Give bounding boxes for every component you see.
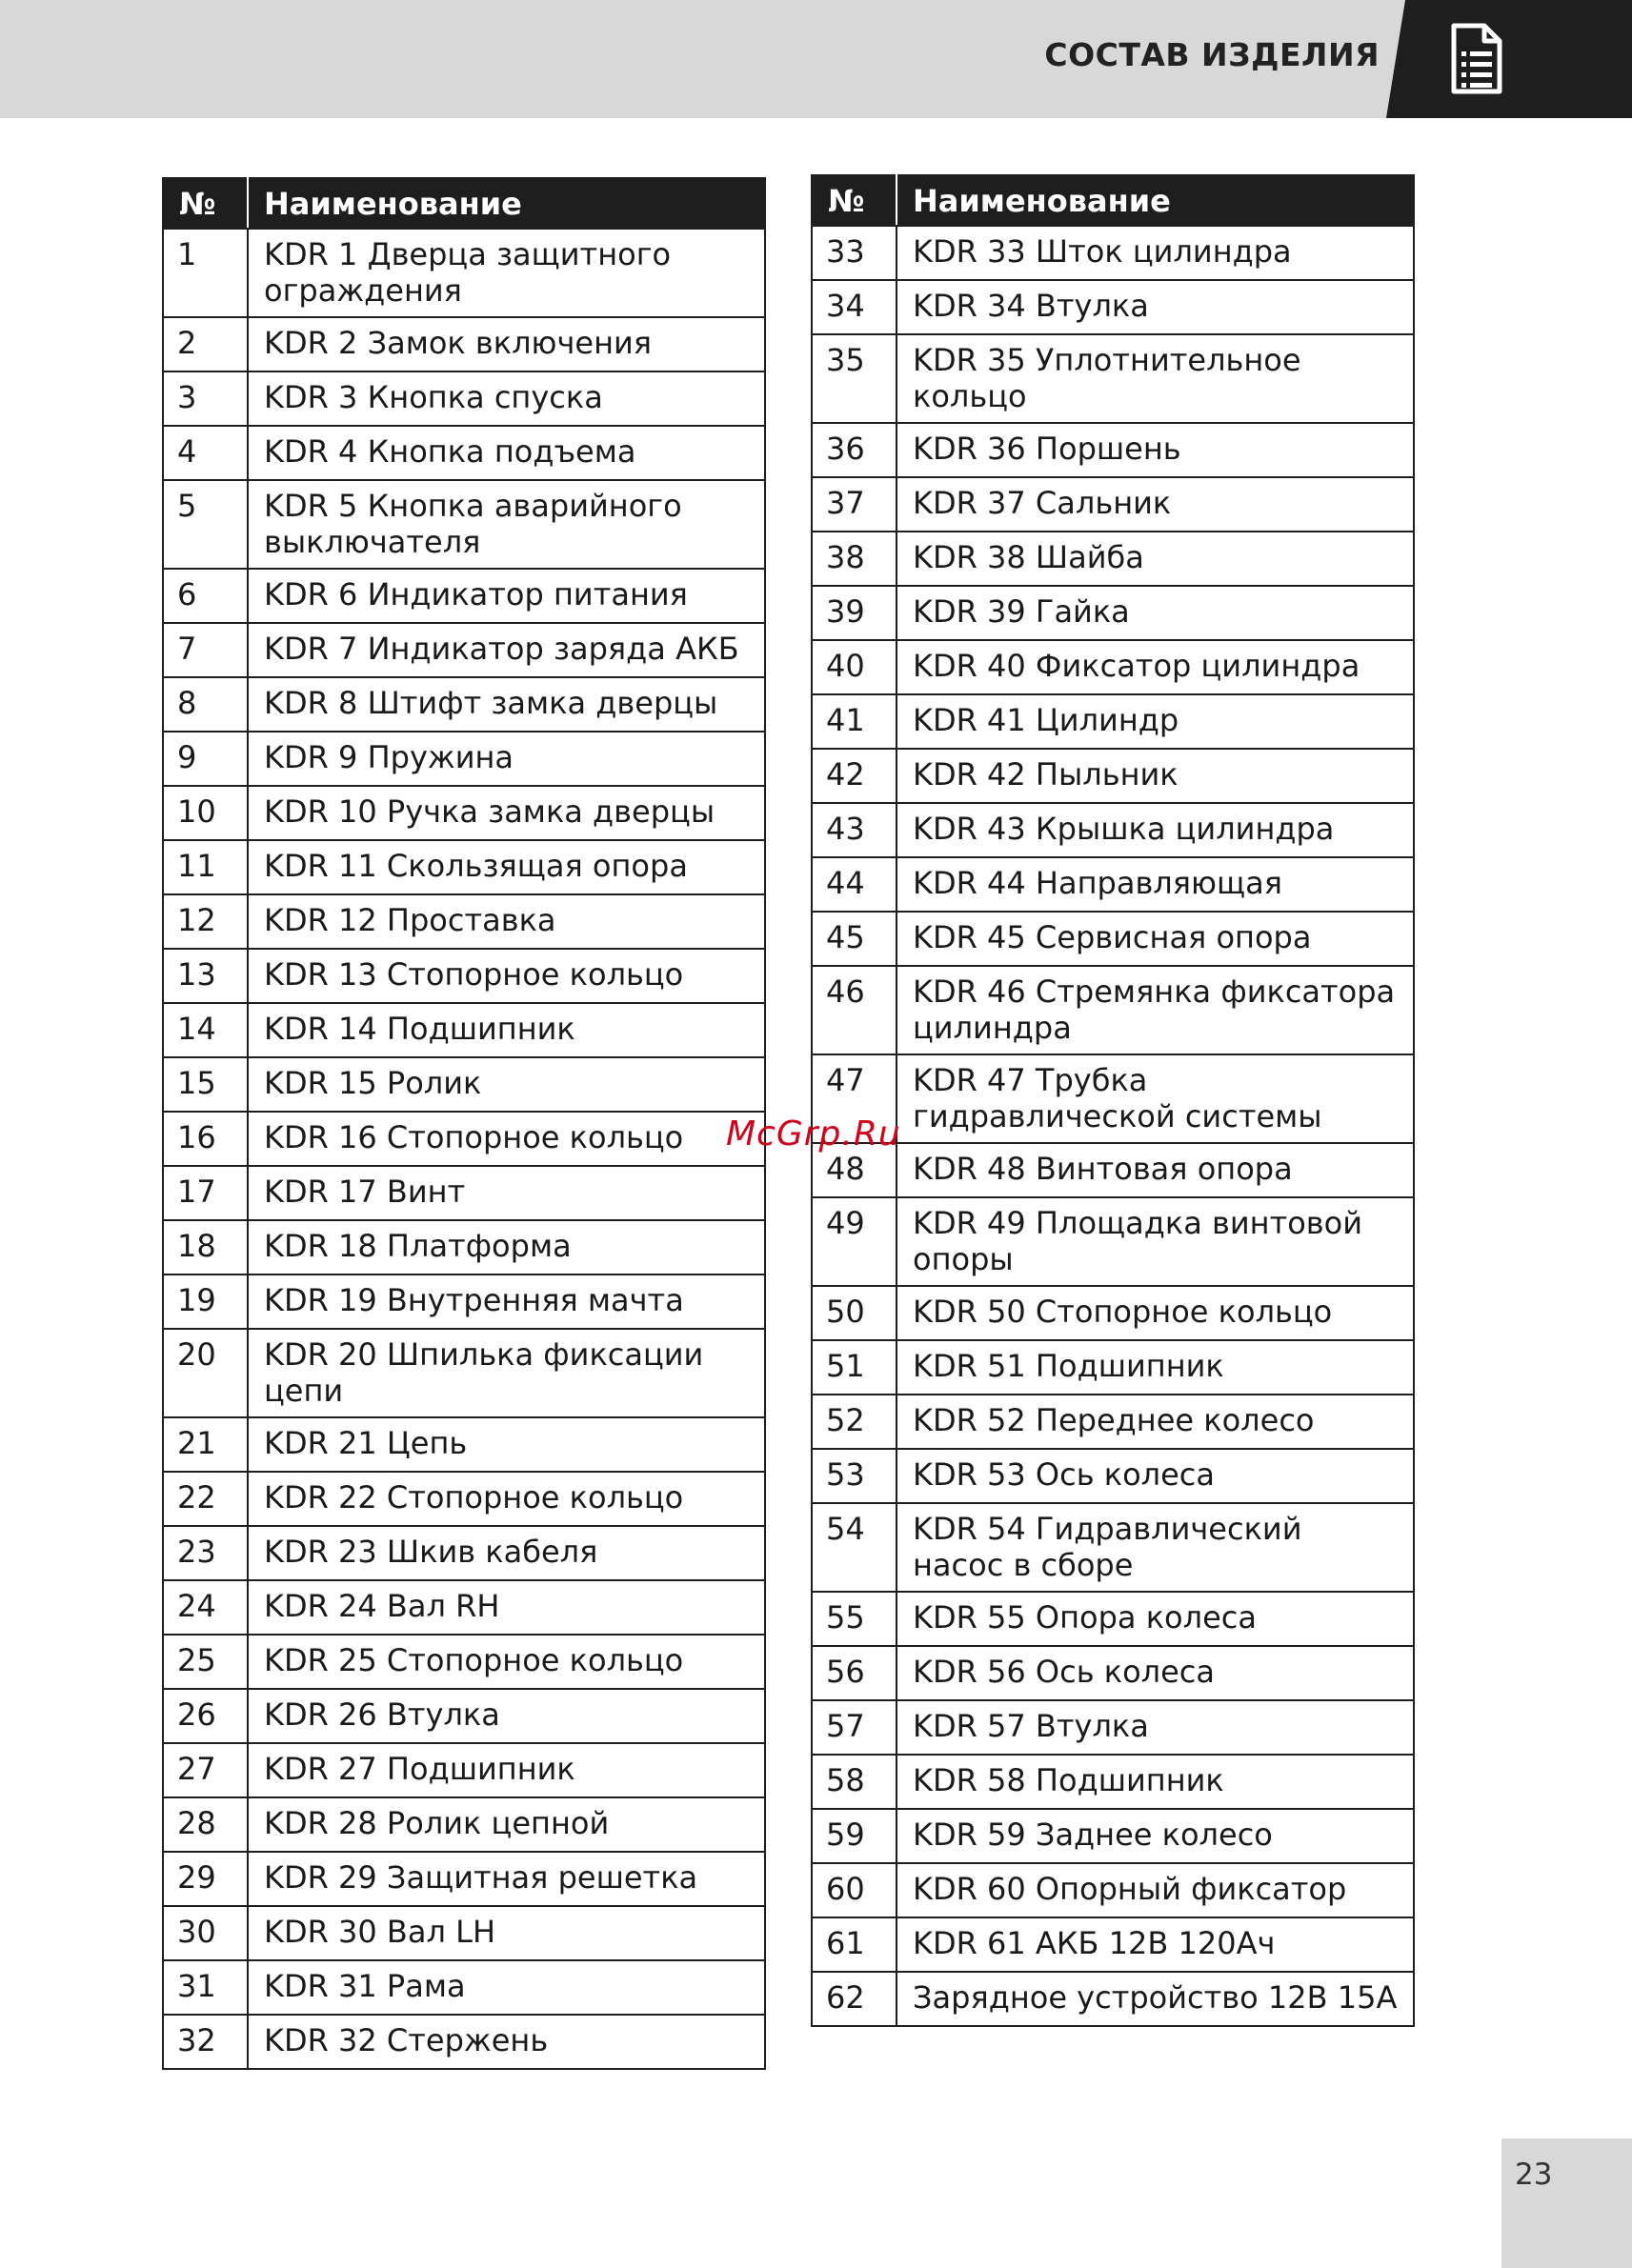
table-row	[163, 1689, 765, 1743]
part-number-cell: 51	[812, 1340, 897, 1395]
part-name-cell: KDR 29 Защитная решетка	[248, 1852, 765, 1906]
part-name-cell: KDR 1 Дверца защитного ограждения	[248, 229, 765, 317]
column-header-name: Наименование	[897, 175, 1414, 226]
section-title: СОСТАВ ИЗДЕЛИЯ	[1044, 36, 1380, 73]
part-name-cell: KDR 14 Подшипник	[248, 1003, 765, 1057]
table-row	[812, 1054, 1414, 1143]
part-number-cell: 43	[812, 803, 897, 857]
table-header-row	[163, 178, 765, 229]
part-name-cell: KDR 58 Подшипник	[897, 1755, 1414, 1809]
part-name-cell: KDR 19 Внутренняя мачта	[248, 1274, 765, 1329]
part-name-cell: KDR 24 Вал RH	[248, 1580, 765, 1635]
part-number-cell: 50	[812, 1286, 897, 1340]
part-name-cell: KDR 16 Стопорное кольцо	[248, 1112, 765, 1166]
part-name-cell: KDR 13 Стопорное кольцо	[248, 949, 765, 1003]
table-row	[812, 912, 1414, 966]
part-name-cell: KDR 44 Направляющая	[897, 857, 1414, 912]
part-name-cell: KDR 47 Трубка гидравлической системы	[897, 1054, 1414, 1143]
part-number-cell: 32	[163, 2015, 248, 2069]
part-number-cell: 22	[163, 1472, 248, 1526]
part-number-cell: 62	[812, 1972, 897, 2026]
part-number-cell: 56	[812, 1646, 897, 1700]
part-name-cell: KDR 26 Втулка	[248, 1689, 765, 1743]
part-number-cell: 54	[812, 1503, 897, 1592]
part-number-cell: 59	[812, 1809, 897, 1863]
table-row	[163, 2015, 765, 2069]
part-name-cell: KDR 7 Индикатор заряда АКБ	[248, 623, 765, 677]
part-number-cell: 20	[163, 1329, 248, 1417]
table-row	[163, 1743, 765, 1797]
table-row	[163, 949, 765, 1003]
table-row	[812, 1143, 1414, 1197]
part-number-cell: 9	[163, 732, 248, 786]
part-name-cell: KDR 11 Скользящая опора	[248, 840, 765, 894]
table-row	[163, 1112, 765, 1166]
part-name-cell: KDR 60 Опорный фиксатор	[897, 1863, 1414, 1917]
part-number-cell: 52	[812, 1395, 897, 1449]
part-name-cell: KDR 18 Платформа	[248, 1220, 765, 1274]
part-name-cell: KDR 59 Заднее колесо	[897, 1809, 1414, 1863]
part-number-cell: 35	[812, 334, 897, 423]
part-name-cell: KDR 15 Ролик	[248, 1057, 765, 1112]
part-number-cell: 29	[163, 1852, 248, 1906]
part-number-cell: 55	[812, 1592, 897, 1646]
part-name-cell: KDR 31 Рама	[248, 1960, 765, 2015]
part-number-cell: 7	[163, 623, 248, 677]
table-row	[812, 423, 1414, 477]
part-number-cell: 10	[163, 786, 248, 840]
part-number-cell: 30	[163, 1906, 248, 1960]
table-row	[812, 1340, 1414, 1395]
table-header-row	[812, 175, 1414, 226]
part-name-cell: KDR 40 Фиксатор цилиндра	[897, 640, 1414, 694]
part-number-cell: 19	[163, 1274, 248, 1329]
part-name-cell: KDR 37 Сальник	[897, 477, 1414, 532]
table-row	[812, 694, 1414, 749]
table-row	[163, 1057, 765, 1112]
part-name-cell: KDR 49 Площадка винтовой опоры	[897, 1197, 1414, 1286]
parts-rows-right	[812, 226, 1414, 2026]
part-number-cell: 46	[812, 966, 897, 1054]
table-row	[163, 229, 765, 317]
table-row	[812, 586, 1414, 640]
table-row	[163, 1852, 765, 1906]
part-name-cell: KDR 6 Индикатор питания	[248, 569, 765, 623]
table-row	[812, 532, 1414, 586]
table-row	[163, 1472, 765, 1526]
part-number-cell: 42	[812, 749, 897, 803]
part-name-cell: KDR 10 Ручка замка дверцы	[248, 786, 765, 840]
page-header-bar	[0, 0, 1632, 118]
table-row	[163, 732, 765, 786]
part-number-cell: 1	[163, 229, 248, 317]
part-name-cell: KDR 8 Штифт замка дверцы	[248, 677, 765, 732]
part-number-cell: 8	[163, 677, 248, 732]
part-number-cell: 49	[812, 1197, 897, 1286]
table-row	[812, 1646, 1414, 1700]
table-row	[163, 1635, 765, 1689]
part-number-cell: 6	[163, 569, 248, 623]
part-name-cell: KDR 42 Пыльник	[897, 749, 1414, 803]
part-number-cell: 18	[163, 1220, 248, 1274]
part-number-cell: 16	[163, 1112, 248, 1166]
page-number-box	[1501, 2138, 1632, 2268]
part-name-cell: KDR 46 Стремянка фиксатора цилиндра	[897, 966, 1414, 1054]
part-number-cell: 11	[163, 840, 248, 894]
part-number-cell: 36	[812, 423, 897, 477]
part-name-cell: KDR 36 Поршень	[897, 423, 1414, 477]
part-name-cell: KDR 43 Крышка цилиндра	[897, 803, 1414, 857]
table-row	[163, 1580, 765, 1635]
part-name-cell: KDR 57 Втулка	[897, 1700, 1414, 1755]
part-name-cell: KDR 35 Уплотнительное кольцо	[897, 334, 1414, 423]
part-name-cell: KDR 48 Винтовая опора	[897, 1143, 1414, 1197]
part-number-cell: 12	[163, 894, 248, 949]
table-row	[812, 1700, 1414, 1755]
part-name-cell: KDR 41 Цилиндр	[897, 694, 1414, 749]
table-row	[163, 677, 765, 732]
part-name-cell: KDR 2 Замок включения	[248, 317, 765, 371]
part-name-cell: KDR 53 Ось колеса	[897, 1449, 1414, 1503]
part-number-cell: 38	[812, 532, 897, 586]
column-header-number: №	[163, 178, 248, 229]
watermark-text: McGrp.Ru	[726, 1114, 901, 1154]
part-number-cell: 57	[812, 1700, 897, 1755]
table-row	[812, 1917, 1414, 1972]
part-name-cell: Зарядное устройство 12В 15А	[897, 1972, 1414, 2026]
table-row	[812, 477, 1414, 532]
table-row	[163, 1003, 765, 1057]
table-row	[163, 426, 765, 480]
part-number-cell: 24	[163, 1580, 248, 1635]
table-row	[163, 1797, 765, 1852]
table-row	[163, 1329, 765, 1417]
part-number-cell: 48	[812, 1143, 897, 1197]
part-number-cell: 45	[812, 912, 897, 966]
table-row	[163, 840, 765, 894]
table-row	[812, 226, 1414, 280]
table-row	[812, 1395, 1414, 1449]
parts-table-right	[811, 174, 1415, 2027]
part-name-cell: KDR 12 Проставка	[248, 894, 765, 949]
part-name-cell: KDR 38 Шайба	[897, 532, 1414, 586]
table-row	[812, 334, 1414, 423]
table-row	[812, 1286, 1414, 1340]
part-name-cell: KDR 33 Шток цилиндра	[897, 226, 1414, 280]
part-name-cell: KDR 39 Гайка	[897, 586, 1414, 640]
table-row	[812, 803, 1414, 857]
table-row	[812, 966, 1414, 1054]
part-number-cell: 28	[163, 1797, 248, 1852]
part-number-cell: 61	[812, 1917, 897, 1972]
part-number-cell: 27	[163, 1743, 248, 1797]
part-name-cell: KDR 30 Вал LH	[248, 1906, 765, 1960]
part-name-cell: KDR 51 Подшипник	[897, 1340, 1414, 1395]
table-row	[812, 1449, 1414, 1503]
column-header-number: №	[812, 175, 897, 226]
parts-table-left	[162, 177, 766, 2070]
column-header-name: Наименование	[248, 178, 765, 229]
table-row	[812, 1592, 1414, 1646]
part-name-cell: KDR 23 Шкив кабеля	[248, 1526, 765, 1580]
part-number-cell: 37	[812, 477, 897, 532]
document-list-icon	[1450, 23, 1503, 95]
part-number-cell: 53	[812, 1449, 897, 1503]
table-row	[163, 894, 765, 949]
table-row	[163, 1906, 765, 1960]
part-name-cell: KDR 4 Кнопка подъема	[248, 426, 765, 480]
part-number-cell: 25	[163, 1635, 248, 1689]
parts-rows-left	[163, 229, 765, 2069]
part-number-cell: 31	[163, 1960, 248, 2015]
part-number-cell: 21	[163, 1417, 248, 1472]
part-name-cell: KDR 32 Стержень	[248, 2015, 765, 2069]
part-number-cell: 40	[812, 640, 897, 694]
table-row	[812, 1503, 1414, 1592]
part-name-cell: KDR 20 Шпилька фиксации цепи	[248, 1329, 765, 1417]
part-number-cell: 2	[163, 317, 248, 371]
header-icon-block	[1386, 0, 1632, 118]
part-number-cell: 5	[163, 480, 248, 569]
table-row	[163, 317, 765, 371]
part-number-cell: 47	[812, 1054, 897, 1143]
part-number-cell: 3	[163, 371, 248, 426]
part-name-cell: KDR 54 Гидравлический насос в сборе	[897, 1503, 1414, 1592]
table-row	[163, 1220, 765, 1274]
table-row	[163, 1417, 765, 1472]
table-row	[163, 623, 765, 677]
table-row	[163, 1526, 765, 1580]
part-number-cell: 13	[163, 949, 248, 1003]
table-row	[163, 1166, 765, 1220]
part-name-cell: KDR 52 Переднее колесо	[897, 1395, 1414, 1449]
table-row	[812, 280, 1414, 334]
table-row	[812, 857, 1414, 912]
part-number-cell: 14	[163, 1003, 248, 1057]
part-name-cell: KDR 9 Пружина	[248, 732, 765, 786]
table-row	[163, 569, 765, 623]
part-number-cell: 58	[812, 1755, 897, 1809]
part-name-cell: KDR 17 Винт	[248, 1166, 765, 1220]
table-row	[163, 480, 765, 569]
table-row	[163, 1960, 765, 2015]
page-number: 23	[1515, 2158, 1553, 2192]
part-number-cell: 41	[812, 694, 897, 749]
table-row	[812, 1972, 1414, 2026]
part-name-cell: KDR 56 Ось колеса	[897, 1646, 1414, 1700]
table-row	[812, 1755, 1414, 1809]
part-name-cell: KDR 50 Стопорное кольцо	[897, 1286, 1414, 1340]
part-number-cell: 34	[812, 280, 897, 334]
table-row	[163, 786, 765, 840]
table-row	[812, 640, 1414, 694]
table-row	[163, 371, 765, 426]
part-number-cell: 15	[163, 1057, 248, 1112]
part-name-cell: KDR 27 Подшипник	[248, 1743, 765, 1797]
part-name-cell: KDR 3 Кнопка спуска	[248, 371, 765, 426]
table-row	[812, 1863, 1414, 1917]
part-number-cell: 4	[163, 426, 248, 480]
part-number-cell: 17	[163, 1166, 248, 1220]
table-row	[163, 1274, 765, 1329]
part-number-cell: 26	[163, 1689, 248, 1743]
part-name-cell: KDR 22 Стопорное кольцо	[248, 1472, 765, 1526]
part-number-cell: 39	[812, 586, 897, 640]
part-name-cell: KDR 55 Опора колеса	[897, 1592, 1414, 1646]
part-name-cell: KDR 28 Ролик цепной	[248, 1797, 765, 1852]
part-number-cell: 60	[812, 1863, 897, 1917]
part-name-cell: KDR 45 Сервисная опора	[897, 912, 1414, 966]
table-row	[812, 1809, 1414, 1863]
part-name-cell: KDR 61 АКБ 12В 120Ач	[897, 1917, 1414, 1972]
part-name-cell: KDR 5 Кнопка аварийного выключателя	[248, 480, 765, 569]
part-name-cell: KDR 21 Цепь	[248, 1417, 765, 1472]
table-row	[812, 749, 1414, 803]
part-number-cell: 33	[812, 226, 897, 280]
table-row	[812, 1197, 1414, 1286]
part-name-cell: KDR 25 Стопорное кольцо	[248, 1635, 765, 1689]
part-name-cell: KDR 34 Втулка	[897, 280, 1414, 334]
part-number-cell: 44	[812, 857, 897, 912]
part-number-cell: 23	[163, 1526, 248, 1580]
